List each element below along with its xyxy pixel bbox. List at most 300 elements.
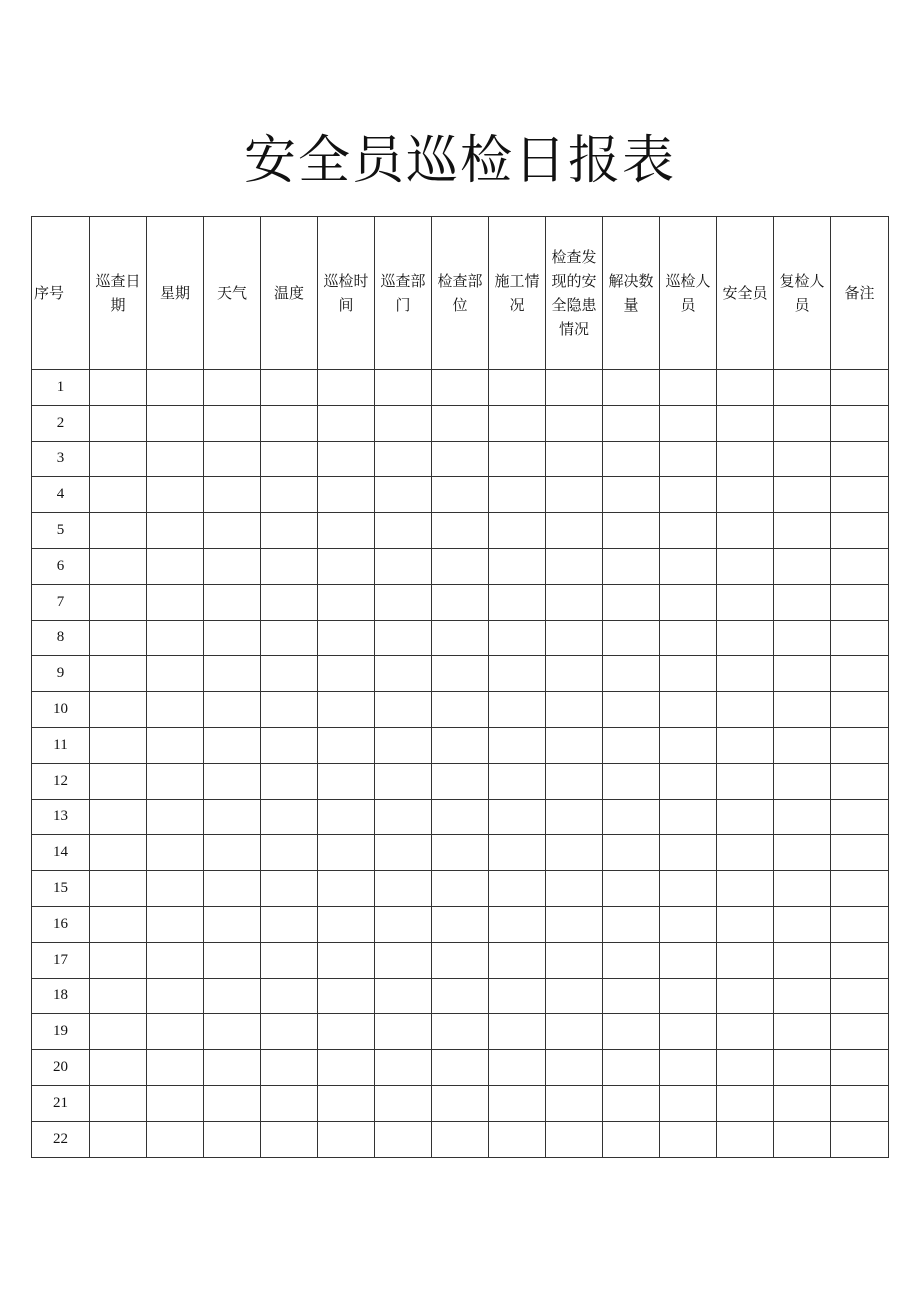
row-number: 8 [32,620,90,656]
row-number: 22 [32,1121,90,1157]
table-cell [660,978,717,1014]
table-cell [831,477,889,513]
table-cell [204,513,261,549]
table-cell [90,871,147,907]
table-row [32,978,889,1014]
table-cell [660,799,717,835]
column-header: 巡查日期 [90,217,147,370]
table-cell [261,763,318,799]
table-cell [774,727,831,763]
table-cell [603,799,660,835]
table-cell [432,906,489,942]
row-number: 20 [32,1050,90,1086]
table-cell [660,942,717,978]
table-cell [660,1085,717,1121]
table-cell [489,405,546,441]
table-cell [489,1050,546,1086]
table-cell [831,692,889,728]
table-cell [546,942,603,978]
table-cell [489,906,546,942]
column-header: 安全员 [717,217,774,370]
table-cell [489,513,546,549]
column-header: 检查发现的安全隐患情况 [546,217,603,370]
row-number: 1 [32,370,90,406]
column-header: 复检人员 [774,217,831,370]
row-number: 13 [32,799,90,835]
table-cell [774,763,831,799]
table-cell [603,835,660,871]
table-cell [318,727,375,763]
table-cell [261,1121,318,1157]
table-row [32,656,889,692]
column-header: 巡检人员 [660,217,717,370]
table-cell [774,1050,831,1086]
table-cell [774,799,831,835]
table-cell [660,692,717,728]
table-cell [147,1014,204,1050]
table-cell [147,441,204,477]
table-cell [90,799,147,835]
table-cell [432,871,489,907]
table-cell [375,978,432,1014]
table-cell [489,871,546,907]
table-cell [90,1085,147,1121]
table-cell [261,620,318,656]
row-number: 19 [32,1014,90,1050]
table-cell [318,656,375,692]
table-cell [774,942,831,978]
table-cell [318,548,375,584]
row-number: 10 [32,692,90,728]
table-cell [375,548,432,584]
table-cell [717,942,774,978]
table-cell [147,978,204,1014]
table-cell [831,763,889,799]
column-header: 天气 [204,217,261,370]
table-cell [831,799,889,835]
table-cell [774,620,831,656]
table-cell [90,763,147,799]
table-cell [261,1050,318,1086]
table-cell [774,441,831,477]
table-cell [432,978,489,1014]
table-cell [318,1050,375,1086]
table-cell [147,656,204,692]
table-row [32,513,889,549]
table-cell [318,871,375,907]
table-cell [831,1085,889,1121]
table-cell [546,548,603,584]
table-cell [489,584,546,620]
table-cell [318,763,375,799]
table-cell [261,1085,318,1121]
table-cell [318,584,375,620]
table-cell [204,906,261,942]
table-cell [774,656,831,692]
table-cell [147,584,204,620]
table-cell [90,1121,147,1157]
table-cell [261,370,318,406]
table-cell [432,1014,489,1050]
table-cell [204,441,261,477]
table-cell [546,799,603,835]
table-cell [546,835,603,871]
table-cell [489,620,546,656]
column-header: 温度 [261,217,318,370]
table-cell [660,835,717,871]
table-cell [774,978,831,1014]
table-cell [147,1050,204,1086]
table-cell [432,513,489,549]
row-number: 16 [32,906,90,942]
table-cell [147,1121,204,1157]
table-cell [660,477,717,513]
table-cell [603,978,660,1014]
table-row [32,835,889,871]
table-cell [375,405,432,441]
table-cell [432,835,489,871]
table-cell [318,835,375,871]
table-cell [90,370,147,406]
table-cell [432,584,489,620]
table-cell [660,370,717,406]
table-cell [603,656,660,692]
column-header: 序号 [32,217,90,370]
table-cell [489,477,546,513]
table-cell [660,584,717,620]
column-header: 巡检时间 [318,217,375,370]
table-cell [204,942,261,978]
table-cell [489,978,546,1014]
table-row [32,727,889,763]
table-cell [147,1085,204,1121]
table-row [32,620,889,656]
table-cell [489,835,546,871]
column-header: 巡查部门 [375,217,432,370]
table-cell [147,906,204,942]
table-cell [432,692,489,728]
table-cell [489,763,546,799]
table-cell [204,1050,261,1086]
table-cell [774,548,831,584]
table-cell [261,692,318,728]
table-cell [774,871,831,907]
table-cell [204,620,261,656]
table-cell [774,1121,831,1157]
table-cell [831,942,889,978]
table-cell [831,727,889,763]
table-cell [147,763,204,799]
row-number: 18 [32,978,90,1014]
table-cell [774,370,831,406]
report-table [31,216,889,1158]
table-cell [717,620,774,656]
table-cell [204,370,261,406]
row-number: 2 [32,405,90,441]
table-cell [774,835,831,871]
table-cell [546,1014,603,1050]
table-cell [603,513,660,549]
table-row [32,763,889,799]
table-cell [603,1050,660,1086]
table-cell [375,692,432,728]
table-cell [660,1121,717,1157]
table-cell [774,692,831,728]
table-cell [717,441,774,477]
table-cell [318,1014,375,1050]
table-cell [375,1014,432,1050]
table-cell [546,1085,603,1121]
table-cell [147,405,204,441]
table-cell [204,692,261,728]
table-cell [717,727,774,763]
table-cell [261,1014,318,1050]
table-cell [717,656,774,692]
table-cell [261,548,318,584]
table-cell [90,835,147,871]
table-cell [318,1121,375,1157]
table-cell [774,405,831,441]
table-row [32,370,889,406]
table-cell [774,477,831,513]
table-cell [489,1121,546,1157]
table-cell [717,370,774,406]
table-cell [774,584,831,620]
table-cell [204,799,261,835]
table-cell [261,584,318,620]
table-cell [204,405,261,441]
table-cell [432,441,489,477]
table-cell [318,620,375,656]
table-cell [831,370,889,406]
table-cell [204,1085,261,1121]
table-cell [375,584,432,620]
table-cell [603,477,660,513]
table-cell [375,656,432,692]
table-cell [318,799,375,835]
table-cell [717,799,774,835]
table-cell [204,835,261,871]
table-cell [261,835,318,871]
row-number: 14 [32,835,90,871]
table-cell [717,906,774,942]
table-cell [660,906,717,942]
table-cell [90,548,147,584]
table-row [32,906,889,942]
table-cell [147,620,204,656]
table-cell [717,584,774,620]
table-cell [432,477,489,513]
table-cell [603,763,660,799]
table-cell [489,727,546,763]
table-cell [318,513,375,549]
table-cell [261,906,318,942]
table-cell [660,1014,717,1050]
table-cell [603,1085,660,1121]
table-cell [717,763,774,799]
table-cell [774,906,831,942]
table-cell [90,441,147,477]
table-cell [831,441,889,477]
table-cell [318,692,375,728]
table-cell [831,1014,889,1050]
table-cell [375,441,432,477]
table-cell [660,763,717,799]
table-cell [489,656,546,692]
table-cell [660,548,717,584]
table-cell [774,1085,831,1121]
table-cell [774,513,831,549]
row-number: 5 [32,513,90,549]
row-number: 21 [32,1085,90,1121]
table-cell [147,692,204,728]
table-cell [717,1050,774,1086]
table-row [32,405,889,441]
row-number: 11 [32,727,90,763]
table-cell [90,692,147,728]
table-row [32,1121,889,1157]
table-cell [90,978,147,1014]
table-cell [717,978,774,1014]
table-cell [375,370,432,406]
table-cell [774,1014,831,1050]
table-cell [717,1121,774,1157]
table-cell [546,871,603,907]
table-cell [318,370,375,406]
table-cell [660,405,717,441]
table-cell [90,1014,147,1050]
table-cell [147,727,204,763]
table-row [32,477,889,513]
table-cell [831,835,889,871]
table-cell [432,942,489,978]
table-cell [204,763,261,799]
table-cell [432,548,489,584]
table-cell [717,835,774,871]
table-cell [717,405,774,441]
table-cell [318,942,375,978]
table-cell [660,656,717,692]
table-cell [375,620,432,656]
table-cell [546,370,603,406]
table-cell [546,692,603,728]
table-cell [603,871,660,907]
table-cell [432,727,489,763]
table-cell [546,1050,603,1086]
table-cell [432,620,489,656]
table-cell [489,799,546,835]
table-cell [90,906,147,942]
table-cell [375,799,432,835]
table-cell [147,548,204,584]
table-cell [660,441,717,477]
table-cell [261,871,318,907]
table-cell [432,370,489,406]
table-cell [147,871,204,907]
table-cell [603,692,660,728]
table-cell [489,1014,546,1050]
table-cell [261,727,318,763]
table-cell [489,692,546,728]
table-cell [204,871,261,907]
table-cell [489,370,546,406]
table-cell [660,871,717,907]
table-cell [318,477,375,513]
table-cell [546,477,603,513]
table-cell [831,978,889,1014]
table-cell [204,477,261,513]
table-cell [660,1050,717,1086]
table-cell [432,799,489,835]
table-cell [603,405,660,441]
row-number: 6 [32,548,90,584]
table-cell [204,656,261,692]
table-cell [831,1050,889,1086]
table-cell [603,727,660,763]
table-cell [261,441,318,477]
table-cell [432,656,489,692]
column-header: 星期 [147,217,204,370]
row-number: 17 [32,942,90,978]
table-cell [831,584,889,620]
table-cell [717,513,774,549]
table-cell [546,656,603,692]
table-cell [546,978,603,1014]
table-cell [318,1085,375,1121]
table-cell [831,1121,889,1157]
table-cell [831,513,889,549]
table-cell [831,871,889,907]
table-cell [375,477,432,513]
table-cell [660,620,717,656]
table-cell [204,727,261,763]
table-cell [318,441,375,477]
table-cell [261,656,318,692]
table-cell [90,656,147,692]
table-cell [831,906,889,942]
table-row [32,799,889,835]
table-cell [489,1085,546,1121]
table-cell [90,477,147,513]
column-header: 施工情况 [489,217,546,370]
header-row [32,217,889,370]
table-cell [318,405,375,441]
table-cell [489,942,546,978]
table-cell [717,1085,774,1121]
row-number: 12 [32,763,90,799]
table-cell [603,370,660,406]
table-cell [375,906,432,942]
table-cell [375,1050,432,1086]
table-cell [546,620,603,656]
table-row [32,548,889,584]
table-cell [432,405,489,441]
table-cell [147,370,204,406]
table-cell [489,548,546,584]
table-cell [546,584,603,620]
table-row [32,441,889,477]
table-cell [261,799,318,835]
table-cell [603,620,660,656]
row-number: 9 [32,656,90,692]
table-cell [546,906,603,942]
table-cell [204,1121,261,1157]
table-cell [90,584,147,620]
table-cell [375,942,432,978]
table-cell [147,799,204,835]
table-cell [603,1121,660,1157]
table-row [32,1085,889,1121]
